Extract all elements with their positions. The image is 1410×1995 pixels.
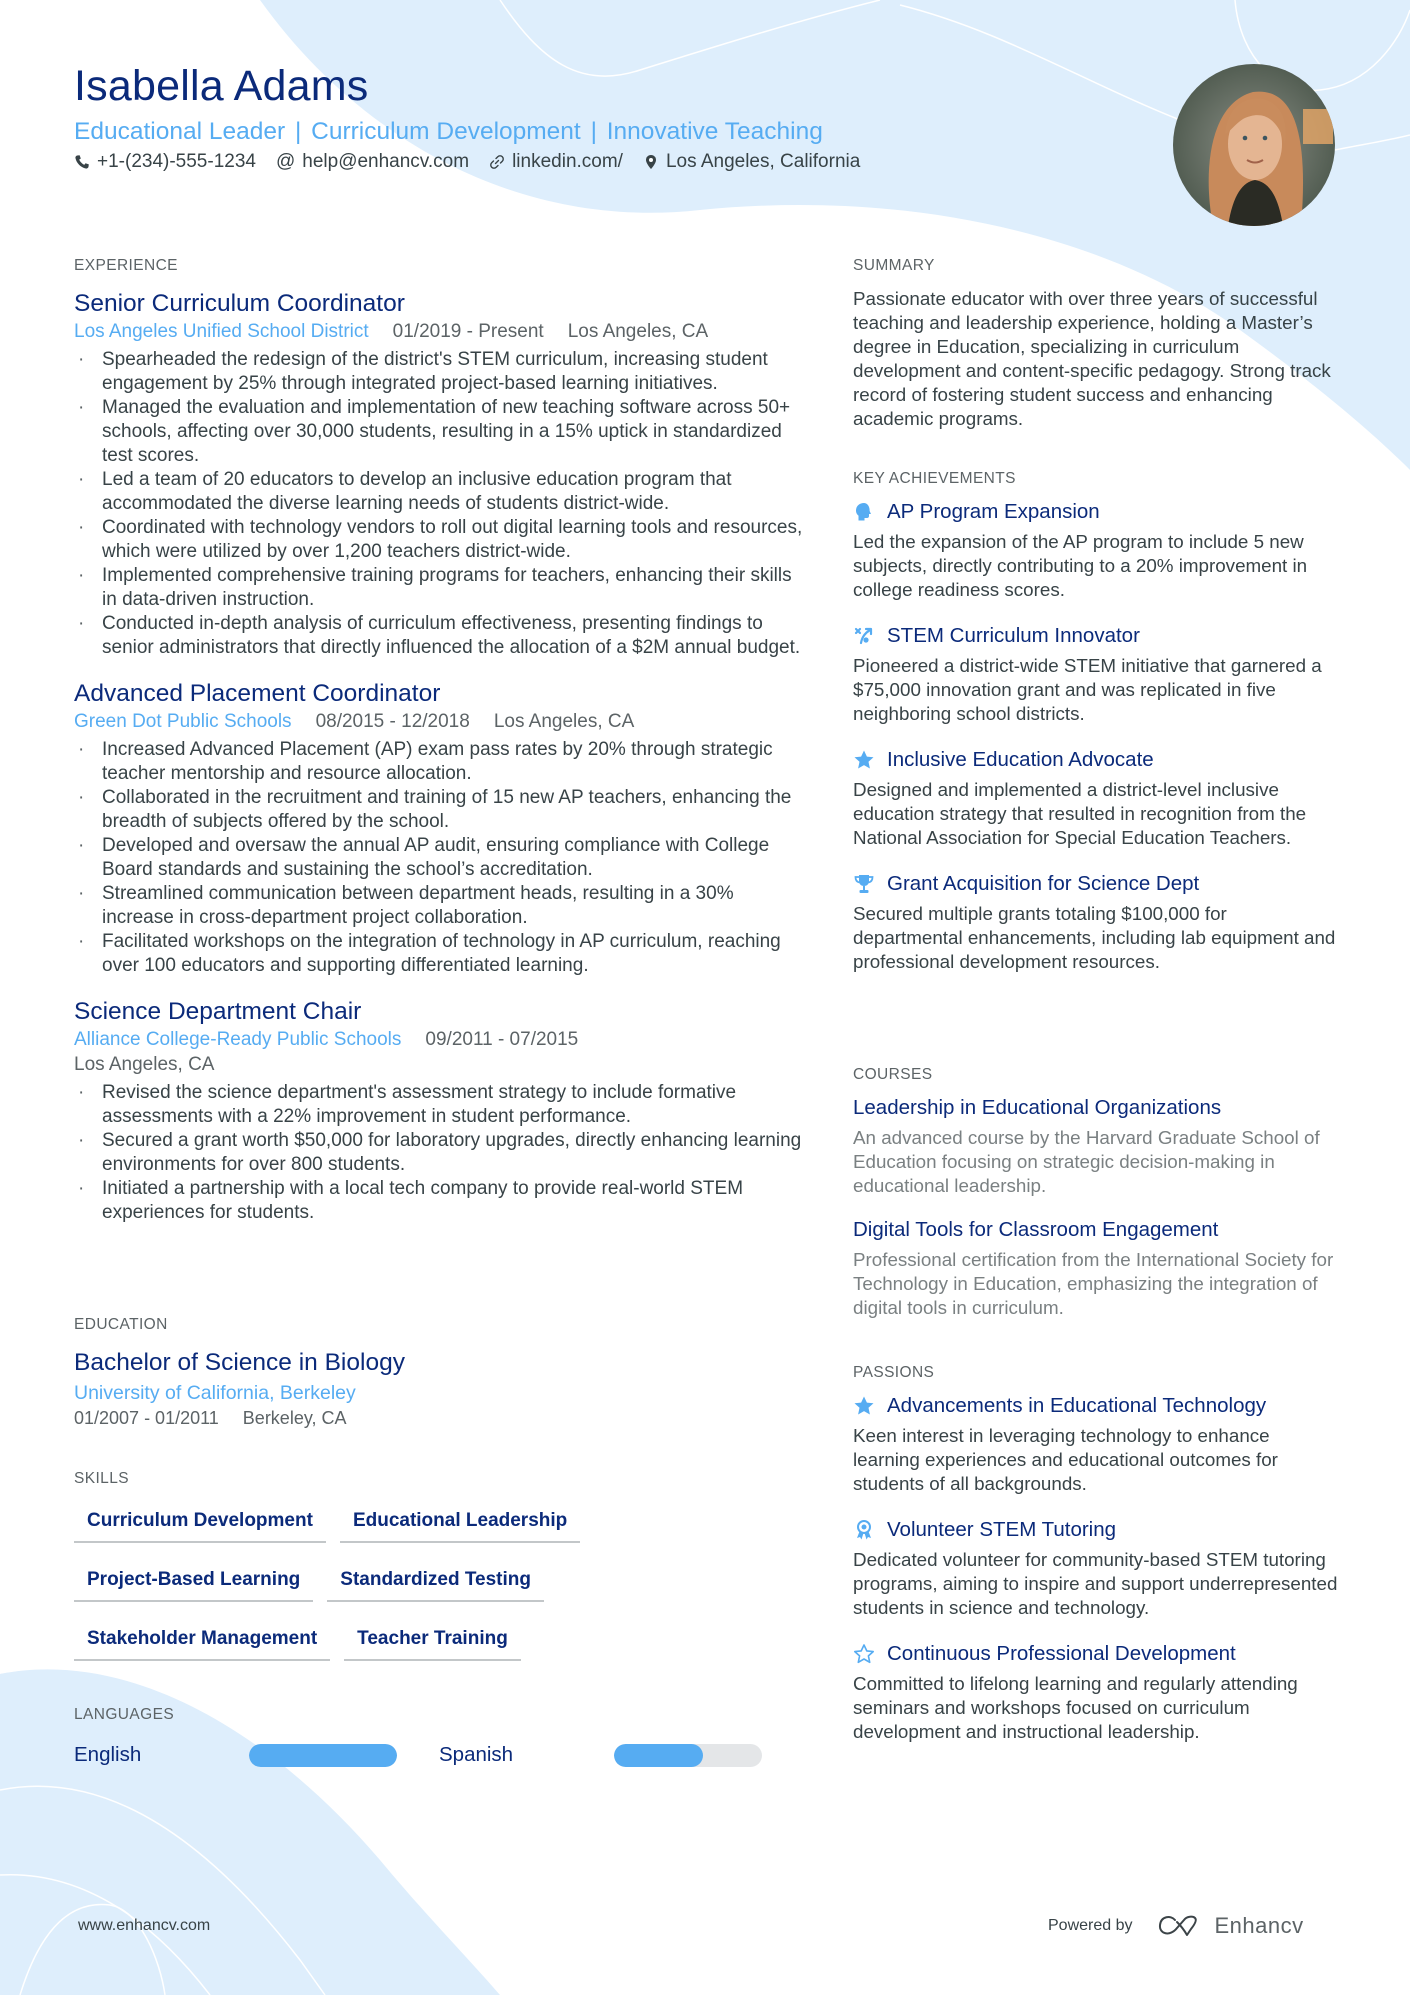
section-label-passions: PASSIONS bbox=[853, 1364, 935, 1381]
job-title: Science Department Chair bbox=[74, 998, 362, 1025]
bullet-item: · Developed and oversaw the annual AP audit, ensuring compliance with College Board standards and sustaining the school’s accreditation. bbox=[74, 834, 804, 882]
achievement-title-row bbox=[853, 870, 1338, 898]
star-outline-icon bbox=[853, 1643, 875, 1665]
skill-tag: Standardized Testing bbox=[327, 1565, 544, 1602]
phone-icon bbox=[74, 154, 90, 170]
achievement-title: Inclusive Education Advocate bbox=[887, 748, 1154, 771]
job-dates: 09/2011 - 07/2015 bbox=[425, 1029, 579, 1050]
section-label-courses: COURSES bbox=[853, 1066, 933, 1083]
achievement-item bbox=[853, 622, 1338, 726]
location-text: Los Angeles, California bbox=[665, 151, 861, 172]
education-dates: 01/2007 - 01/2011 bbox=[74, 1408, 219, 1428]
bullet-item: · Collaborated in the recruitment and training of 15 new AP teachers, enhancing the breadth of subjects offered by the school. bbox=[74, 786, 804, 834]
school-name: University of California, Berkeley bbox=[74, 1382, 356, 1404]
experience-entry bbox=[74, 289, 804, 660]
bullet-item: · Implemented comprehensive training programs for teachers, enhancing their skills in data-driven instruction. bbox=[74, 564, 804, 612]
skills-list bbox=[74, 1506, 674, 1661]
job-meta bbox=[74, 709, 804, 734]
bullet-item: · Managed the evaluation and implementation of new teaching software across 50+ schools, affecting over 30,000 students, resulting in a 15% uptick in standardized test scores. bbox=[74, 396, 804, 468]
section-label-education: EDUCATION bbox=[74, 1316, 168, 1333]
skill-tag: Project-Based Learning bbox=[74, 1565, 313, 1602]
job-title: Senior Curriculum Coordinator bbox=[74, 290, 405, 317]
language-proficiency-bar bbox=[249, 1744, 397, 1767]
achievement-item bbox=[853, 870, 1338, 974]
experience-entry bbox=[74, 997, 804, 1225]
language-name: Spanish bbox=[439, 1743, 514, 1766]
job-location: Los Angeles, CA bbox=[493, 711, 635, 732]
section-label-skills: SKILLS bbox=[74, 1470, 129, 1487]
bullet-item: · Conducted in-depth analysis of curriculum effectiveness, presenting findings to senior administrators that directly influenced the allocation of a $2M annual budget. bbox=[74, 612, 804, 660]
language-proficiency-bar bbox=[614, 1744, 762, 1767]
passion-item bbox=[853, 1392, 1338, 1496]
link-icon bbox=[489, 154, 505, 170]
bullet-item: · Increased Advanced Placement (AP) exam pass rates by 20% through strategic teacher mentorship and resource allocation. bbox=[74, 738, 804, 786]
achievement-title-row bbox=[853, 498, 1338, 526]
at-icon: @ bbox=[275, 151, 296, 172]
brand-name: Enhancv bbox=[1214, 1913, 1304, 1938]
passion-description: Committed to lifelong learning and regularly attending seminars and workshops focused on curriculum development and instructional leadership. bbox=[853, 1673, 1298, 1742]
achievement-description: Designed and implemented a district-level inclusive education strategy that resulted in recognition from the National Association for Special Education Teachers. bbox=[853, 779, 1307, 848]
language-proficiency-fill bbox=[614, 1744, 703, 1767]
passion-item bbox=[853, 1640, 1338, 1744]
job-meta bbox=[74, 1027, 804, 1052]
trophy-icon bbox=[853, 873, 875, 895]
achievement-title: Grant Acquisition for Science Dept bbox=[887, 872, 1200, 895]
bullet-item: · Coordinated with technology vendors to roll out digital learning tools and resources, which were utilized by over 1,200 teachers district-wide. bbox=[74, 516, 804, 564]
star-icon bbox=[853, 749, 875, 771]
course-title: Leadership in Educational Organizations bbox=[853, 1096, 1222, 1119]
bullet-item: · Spearheaded the redesign of the district's STEM curriculum, increasing student engagement by 25% through integrated project-based learning initiatives. bbox=[74, 348, 804, 396]
company-name: Green Dot Public Schools bbox=[74, 711, 292, 732]
headline-separator: | bbox=[590, 118, 597, 145]
passion-title-row bbox=[853, 1640, 1338, 1668]
achievements-section bbox=[853, 470, 1338, 974]
degree-title: Bachelor of Science in Biology bbox=[74, 1349, 405, 1376]
achievement-description: Secured multiple grants totaling $100,000 for departmental enhancements, including lab equipment and professional development resources. bbox=[853, 903, 1336, 972]
enhancv-brand[interactable] bbox=[1157, 1913, 1304, 1939]
headline-part: Innovative Teaching bbox=[606, 118, 823, 145]
skill-tag: Educational Leadership bbox=[340, 1506, 580, 1543]
achievement-item bbox=[853, 498, 1338, 602]
achievement-description: Pioneered a district-wide STEM initiative that garnered a $75,000 innovation grant and was replicated in five neighboring school districts. bbox=[853, 655, 1322, 724]
summary-text: Passionate educator with over three years of successful teaching and leadership experience, holding a Master’s degree in Education, specializing in curriculum development and content-specific pedagogy. Strong track record of fostering student success and enhancing academic programs. bbox=[853, 288, 1331, 429]
phone-number: +1-(234)-555-1234 bbox=[97, 151, 256, 172]
bullet-item: · Initiated a partnership with a local tech company to provide real-world STEM experiences for students. bbox=[74, 1177, 804, 1225]
achievement-title-row bbox=[853, 746, 1338, 774]
footer-branding bbox=[1048, 1913, 1304, 1939]
skill-tag: Stakeholder Management bbox=[74, 1624, 330, 1661]
passion-description: Keen interest in leveraging technology to enhance learning experiences and educational outcomes for students of all backgrounds. bbox=[853, 1425, 1278, 1494]
course-description: An advanced course by the Harvard Graduate School of Education focusing on strategic decision-making in educational leadership. bbox=[853, 1127, 1320, 1196]
bullet-item: · Secured a grant worth $50,000 for laboratory upgrades, directly enhancing learning environments for over 800 students. bbox=[74, 1129, 804, 1177]
job-bullets bbox=[74, 738, 804, 978]
courses-section bbox=[853, 1066, 1338, 1320]
experience-section bbox=[74, 257, 804, 1225]
bullet-item: · Revised the science department's assessment strategy to include formative assessments with a 22% improvement in student performance. bbox=[74, 1081, 804, 1129]
company-name: Alliance College-Ready Public Schools bbox=[74, 1029, 402, 1050]
section-label-summary: SUMMARY bbox=[853, 257, 935, 274]
powered-by-label: Powered by bbox=[1048, 1917, 1133, 1934]
section-label-experience: EXPERIENCE bbox=[74, 257, 178, 274]
bullet-item: · Led a team of 20 educators to develop an inclusive education program that accommodated the diverse learning needs of students district-wide. bbox=[74, 468, 804, 516]
course-item bbox=[853, 1216, 1338, 1320]
bullet-item: · Facilitated workshops on the integration of technology in AP curriculum, reaching over 100 educators and supporting differentiated learning. bbox=[74, 930, 804, 978]
achievement-title-row bbox=[853, 622, 1338, 650]
section-label-languages: LANGUAGES bbox=[74, 1706, 175, 1723]
contact-email[interactable] bbox=[276, 151, 469, 173]
headline-part: Educational Leader bbox=[74, 118, 286, 145]
enhancv-logo-icon bbox=[1157, 1914, 1203, 1938]
summary-section bbox=[853, 257, 1338, 431]
job-dates: 01/2019 - Present bbox=[392, 321, 544, 342]
course-description: Professional certification from the International Society for Technology in Education, emphasizing the integration of digital tools in curriculum. bbox=[853, 1249, 1334, 1318]
language-name: English bbox=[74, 1743, 142, 1766]
star-icon bbox=[853, 1395, 875, 1417]
location-pin-icon bbox=[643, 154, 659, 170]
passion-title-row bbox=[853, 1516, 1338, 1544]
achievement-title: STEM Curriculum Innovator bbox=[887, 624, 1140, 647]
job-meta-location bbox=[74, 1052, 804, 1077]
education-location: Berkeley, CA bbox=[242, 1408, 347, 1428]
contact-location bbox=[643, 151, 860, 173]
passion-title: Volunteer STEM Tutoring bbox=[887, 1518, 1117, 1541]
section-label-achievements: KEY ACHIEVEMENTS bbox=[853, 470, 1016, 487]
contact-info bbox=[74, 151, 860, 173]
headline-separator: | bbox=[294, 118, 302, 145]
languages-list bbox=[74, 1743, 804, 1767]
linkedin-url: linkedin.com/ bbox=[512, 151, 623, 172]
passions-section bbox=[853, 1364, 1338, 1744]
contact-linkedin[interactable] bbox=[489, 151, 623, 173]
route-icon bbox=[853, 625, 875, 647]
passion-item bbox=[853, 1516, 1338, 1620]
award-ribbon-icon bbox=[853, 1519, 875, 1541]
education-section bbox=[74, 1316, 804, 1430]
candidate-headline bbox=[74, 118, 823, 146]
bullet-item: · Streamlined communication between department heads, resulting in a 30% increase in cross-department project collaboration. bbox=[74, 882, 804, 930]
course-item bbox=[853, 1094, 1338, 1198]
job-bullets bbox=[74, 348, 804, 660]
job-meta bbox=[74, 319, 804, 344]
experience-entry bbox=[74, 679, 804, 978]
passion-description: Dedicated volunteer for community-based STEM tutoring programs, aiming to inspire and support underrepresented students in science and technology. bbox=[853, 1549, 1338, 1618]
education-meta bbox=[74, 1406, 804, 1430]
portrait-image bbox=[1173, 64, 1335, 226]
headline-part: Curriculum Development bbox=[311, 118, 581, 145]
passion-title-row bbox=[853, 1392, 1338, 1420]
skill-tag: Teacher Training bbox=[344, 1624, 521, 1661]
job-location: Los Angeles, CA bbox=[567, 321, 709, 342]
achievement-title: AP Program Expansion bbox=[887, 500, 1100, 523]
contact-phone[interactable] bbox=[74, 151, 256, 173]
footer-website-link[interactable]: www.enhancv.com bbox=[78, 1917, 211, 1934]
skill-tag: Curriculum Development bbox=[74, 1506, 326, 1543]
head-icon bbox=[853, 501, 875, 523]
job-dates: 08/2015 - 12/2018 bbox=[315, 711, 470, 732]
language-proficiency-fill bbox=[249, 1744, 397, 1767]
profile-photo bbox=[1173, 64, 1335, 226]
email-address: help@enhancv.com bbox=[302, 151, 470, 172]
candidate-name: Isabella Adams bbox=[74, 62, 369, 110]
languages-section bbox=[74, 1706, 804, 1767]
job-title: Advanced Placement Coordinator bbox=[74, 680, 441, 707]
passion-title: Continuous Professional Development bbox=[887, 1642, 1236, 1665]
achievement-description: Led the expansion of the AP program to include 5 new subjects, directly contributing to a 20% improvement in college readiness scores. bbox=[853, 531, 1308, 600]
achievement-item bbox=[853, 746, 1338, 850]
company-name: Los Angeles Unified School District bbox=[74, 321, 369, 342]
education-entry bbox=[74, 1348, 804, 1430]
job-location: Los Angeles, CA bbox=[74, 1054, 215, 1075]
job-bullets bbox=[74, 1081, 804, 1225]
skills-section bbox=[74, 1470, 804, 1661]
passion-title: Advancements in Educational Technology bbox=[887, 1394, 1267, 1417]
course-title: Digital Tools for Classroom Engagement bbox=[853, 1218, 1219, 1241]
